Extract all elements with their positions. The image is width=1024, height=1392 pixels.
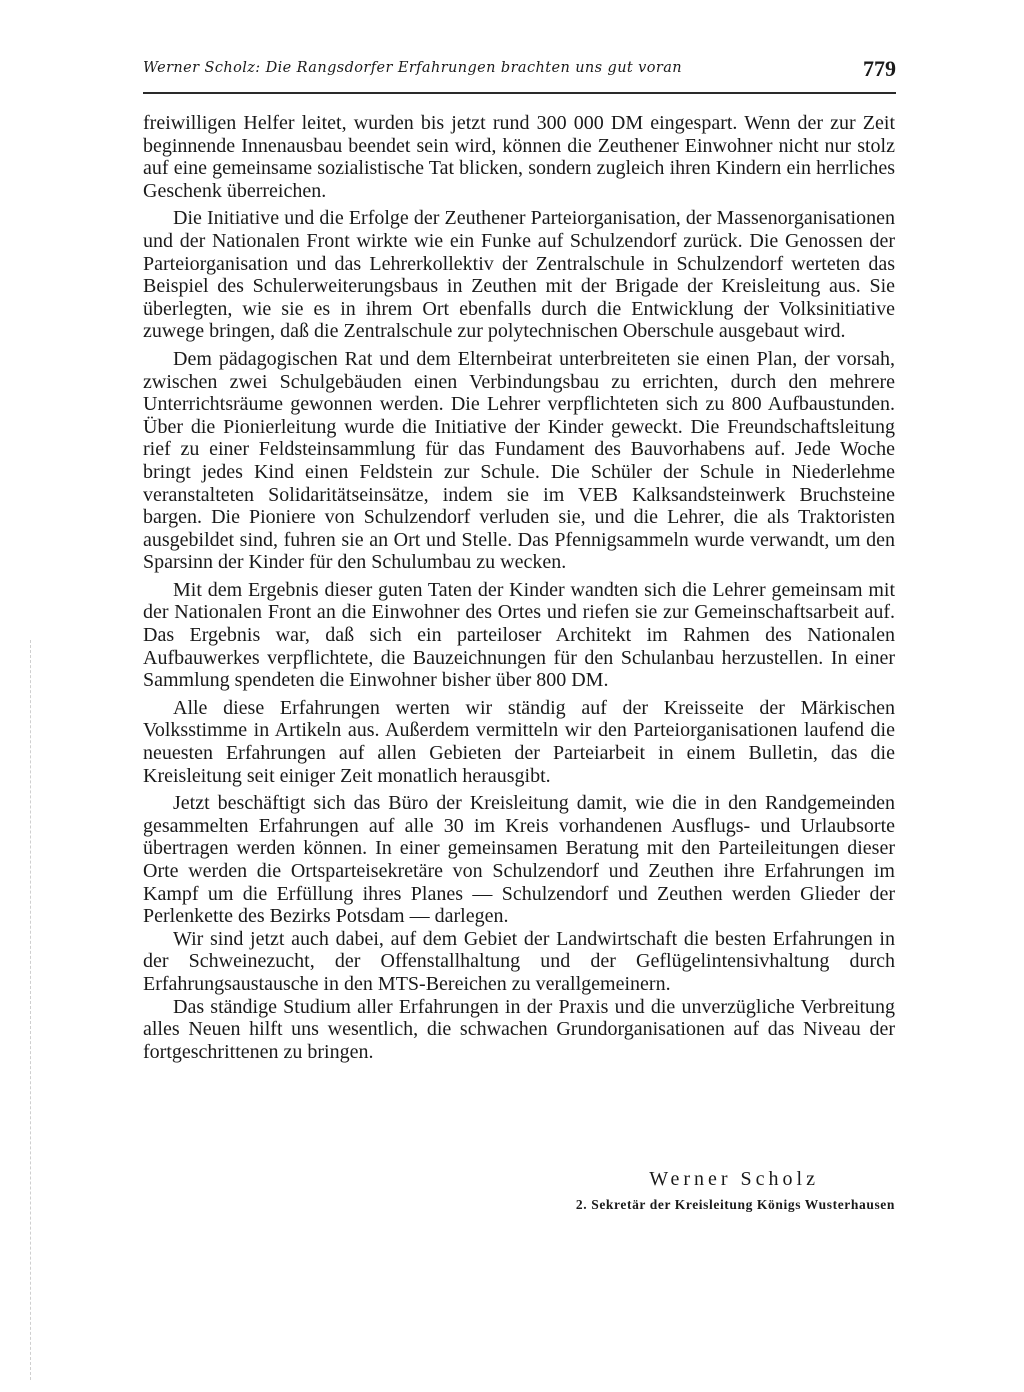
author-role: 2. Sekretär der Kreisleitung Königs Wusterhausen (575, 1197, 895, 1212)
paragraph-2: Die Initiative und die Erfolge der Zeuthener Parteiorganisation, der Massenorganisationen und der Nationalen Front wirkte wie ein Funke auf Schulzendorf zurück. Die Genossen der Parteiorganisation und das Lehrerkollektiv der Zentralschule in Schulzendorf werteten das Beispiel des Schulerweiterungsbaus in Zeuthen mit der Brigade der Kreisleitung aus. Sie überlegten, wie sie es in ihrem Ort ebenfalls durch die Entwicklung der Volksinitiative zuwege bringen, daß die Zentralschule zur polytechnischen Oberschule ausgebaut wird. (143, 207, 895, 343)
signature-block (143, 1168, 895, 1218)
paragraph-7: Wir sind jetzt auch dabei, auf dem Gebiet der Landwirtschaft die besten Erfahrungen in der Schweinezucht, der Offenstallhaltung und der Geflügelintensivhaltung durch Erfahrungsaustausche in den MTS-Bereichen zu verallgemeinern. (143, 927, 895, 995)
paragraph-3: Dem pädagogischen Rat und dem Elternbeirat unterbreiteten sie einen Plan, der vorsah, zwischen zwei Schulgebäuden einen Verbindungsbau zu errichten, durch den mehrere Unterrichtsräume gewonnen werden. Die Lehrer verpflichteten sich zu 800 Aufbaustunden. Über die Pionierleitung wurde die Initiative der Kinder geweckt. Die Freundschaftsleitung rief zu einer Feldsteinsammlung für das Fundament des Bauvorhabens auf. Jede Woche bringt jedes Kind einen Feldstein zur Schule. Die Schüler der Schule in Niederlehme veranstalteten Solidaritätseinsätze, indem sie im VEB Kalksandsteinwerk Bruchsteine bargen. Die Pioniere von Schulzendorf verluden sie, und die Lehrer, die als Traktoristen ausgebildet sind, fuhren sie an Ort und Stelle. Das Pfennigsammeln wurde verwandt, um den Sparsinn der Kinder für den Schulumbau zu wecken. (143, 347, 895, 574)
paragraph-6: Jetzt beschäftigt sich das Büro der Kreisleitung damit, wie die in den Randgemeinden gesammelten Erfahrungen auf alle 30 im Kreis vorhandenen Ausflugs- und Urlaubsorte übertragen werden können. In einer gemeinsamen Beratung mit den Parteileitungen dieser Orte werden die Ortsparteisekretäre von Schulzendorf und Zeuthen ihre Erfahrungen im Kampf um die Erfüllung ihres Planes — Schulzendorf und Zeuthen werden Glieder der Perlenkette des Bezirks Potsdam — darlegen. (143, 792, 895, 928)
paragraph-8: Das ständige Studium aller Erfahrungen in der Praxis und die unverzügliche Verbreitung alles Neuen hilft uns wesentlich, die schwachen Grundorganisationen auf das Niveau der fortgeschrittenen zu bringen. (143, 995, 895, 1063)
author-name: Werner Scholz (649, 1168, 819, 1190)
article-body (143, 112, 895, 1063)
paragraph-1: freiwilligen Helfer leitet, wurden bis jetzt rund 300 000 DM eingespart. Wenn der zur Zeit beginnende Innenausbau beendet sein wird, können die Zeuthener Einwohner nicht nur stolz auf eine gemeinsame sozialistische Tat blicken, sondern zugleich ihren Kindern ein herrliches Geschenk überreichen. (143, 112, 895, 202)
paragraph-4: Mit dem Ergebnis dieser guten Taten der Kinder wandten sich die Lehrer gemeinsam mit der Nationalen Front an die Einwohner des Ortes und riefen sie zur Gemeinschaftsarbeit auf. Das Ergebnis war, daß sich ein parteiloser Architekt im Rahmen des Nationalen Aufbauwerkes verpflichtete, die Bauzeichnungen für den Schulanbau herzustellen. In einer Sammlung spendeten die Einwohner bisher über 800 DM. (143, 578, 895, 692)
paragraph-5: Alle diese Erfahrungen werten wir ständig auf der Kreisseite der Märkischen Volksstimme in Artikeln aus. Außerdem vermitteln wir den Parteiorganisationen laufend die neuesten Erfahrungen auf allen Gebieten der Parteiarbeit in einem Bulletin, das die Kreisleitung seit einiger Zeit monatlich herausgibt. (143, 696, 895, 787)
page-number: 779 (863, 56, 896, 81)
binding-edge-marks (30, 640, 37, 1380)
running-title: Werner Scholz: Die Rangsdorfer Erfahrungen brachten uns gut voran (143, 60, 683, 76)
page-header (143, 56, 896, 90)
header-rule (143, 92, 896, 94)
